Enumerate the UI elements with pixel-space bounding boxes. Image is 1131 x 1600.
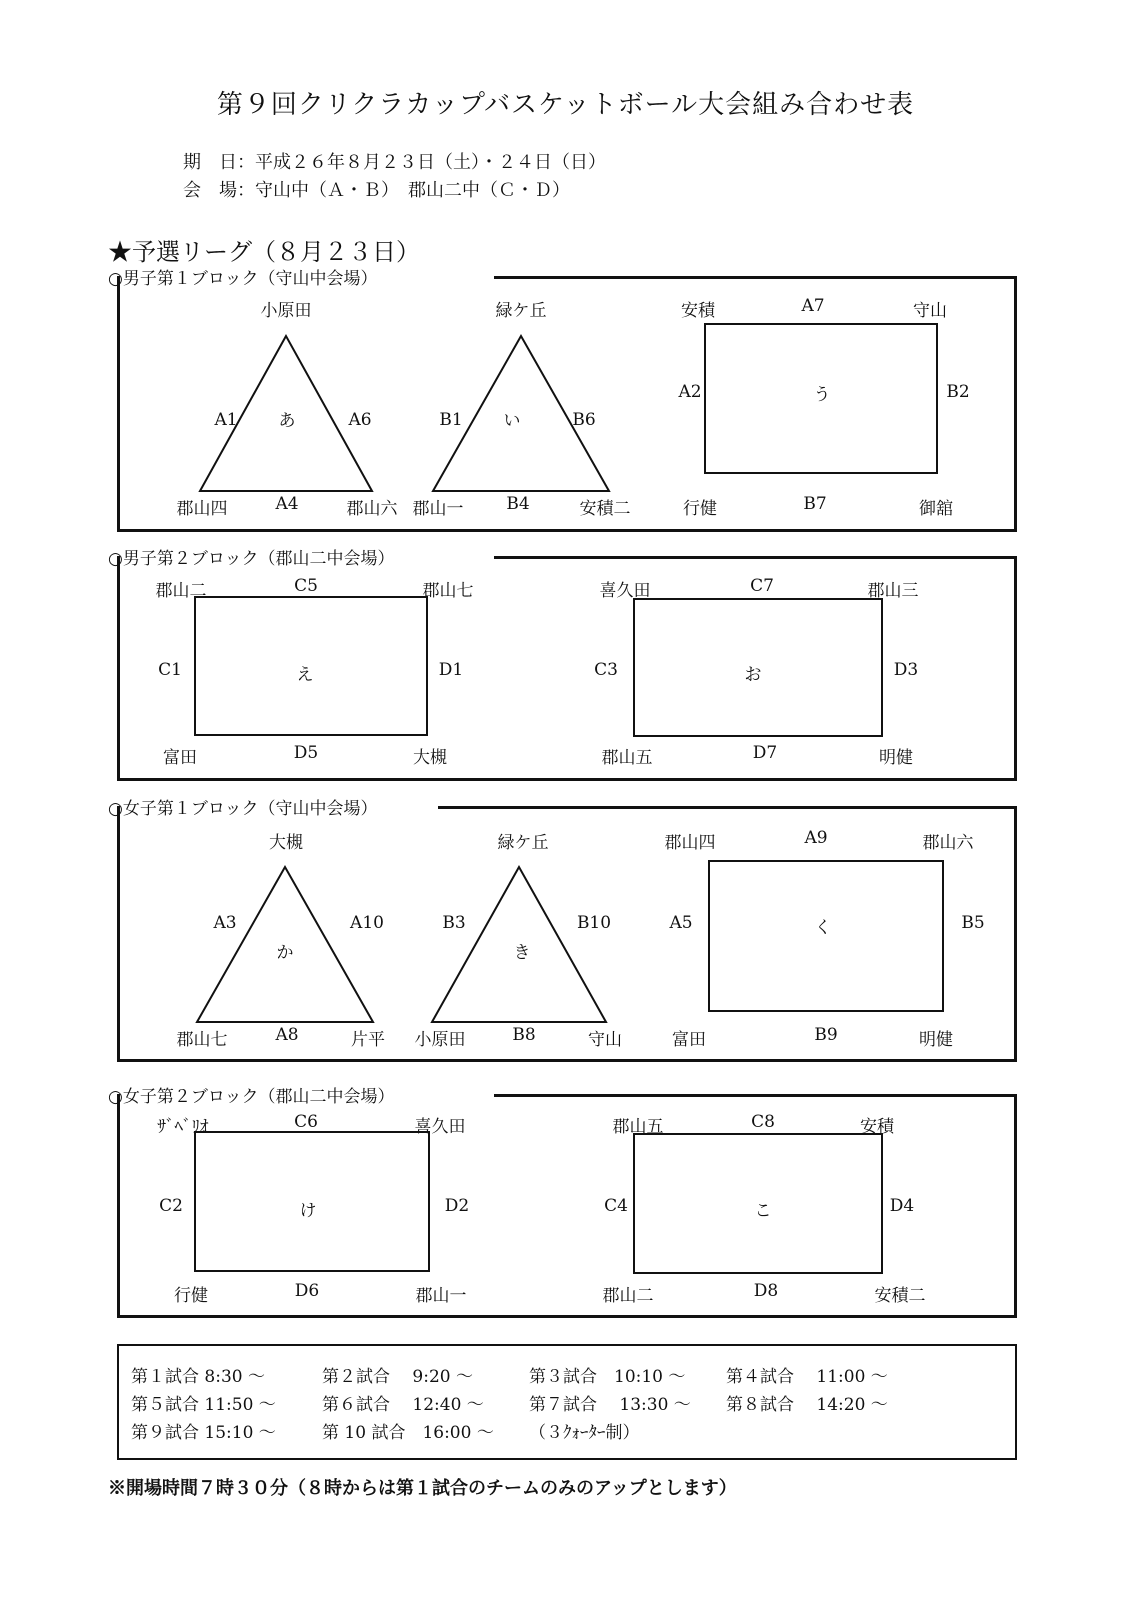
- team-label: 郡山六: [346, 499, 398, 519]
- match-code: D6: [294, 1281, 320, 1301]
- schedule-game-5: 第５試合 11:50 ～: [131, 1395, 276, 1415]
- match-code: B3: [442, 913, 466, 933]
- team-label: 行健: [683, 499, 717, 519]
- schedule-box: [117, 1344, 1017, 1460]
- team-label: 郡山七: [422, 581, 474, 601]
- match-code: D4: [889, 1196, 915, 1216]
- team-label: 郡山二: [602, 1286, 654, 1306]
- team-label: 郡山一: [415, 1286, 467, 1306]
- team-label: 郡山七: [176, 1030, 228, 1050]
- match-code: C2: [159, 1196, 183, 1216]
- team-label: 喜久田: [599, 581, 651, 601]
- match-code: D3: [893, 660, 919, 680]
- match-code: D2: [444, 1196, 470, 1216]
- team-label: 郡山五: [601, 748, 653, 768]
- match-code: D5: [293, 743, 319, 763]
- team-label: 小原田: [414, 1030, 466, 1050]
- team-label: 明健: [919, 1030, 953, 1050]
- team-label: 郡山一: [412, 499, 464, 519]
- league-label: あ: [278, 411, 296, 431]
- league-label: こ: [754, 1201, 772, 1221]
- league-label: え: [296, 665, 314, 685]
- team-label: 行健: [174, 1286, 208, 1306]
- match-code: A8: [275, 1025, 299, 1045]
- team-label: 御舘: [919, 499, 953, 519]
- venue-line: 会 場：守山中（Ａ・Ｂ） 郡山二中（Ｃ・Ｄ）: [183, 180, 570, 201]
- match-code: A10: [350, 913, 384, 933]
- team-label: 安積: [681, 301, 715, 321]
- team-label: ｻﾞﾍﾞﾘｵ: [157, 1117, 209, 1137]
- schedule-game-6: 第６試合 12:40 ～: [322, 1395, 484, 1415]
- schedule-game-10: 第 10 試合 16:00 ～: [322, 1423, 494, 1443]
- boys-block1-heading: ○男子第１ブロック（守山中会場）: [108, 269, 378, 289]
- match-code: C6: [294, 1112, 318, 1132]
- team-label: 郡山六: [922, 833, 974, 853]
- page-title: 第９回クリクラカップバスケットボール大会組み合わせ表: [216, 90, 915, 120]
- match-code: A6: [348, 410, 372, 430]
- match-code: C8: [751, 1112, 775, 1132]
- team-label: 郡山二: [155, 581, 207, 601]
- match-code: A5: [669, 913, 693, 933]
- team-label: 緑ケ丘: [497, 833, 549, 853]
- section-title: ★予選リーグ（８月２３日）: [108, 238, 420, 266]
- schedule-game-2: 第２試合 9:20 ～: [322, 1367, 473, 1387]
- match-code: D7: [752, 743, 778, 763]
- league-label: い: [503, 411, 521, 431]
- team-label: 富田: [163, 748, 197, 768]
- boys-block2-heading: ○男子第２ブロック（郡山二中会場）: [108, 549, 395, 569]
- team-label: 郡山五: [612, 1117, 664, 1137]
- league-label: お: [744, 665, 762, 685]
- girls-block2-heading: ○女子第２ブロック（郡山二中会場）: [108, 1087, 395, 1107]
- team-label: 明健: [879, 748, 913, 768]
- schedule-format: （３ｸｫｰﾀｰ制）: [529, 1423, 640, 1443]
- match-code: C3: [594, 660, 618, 680]
- match-code: A2: [678, 382, 702, 402]
- league-label: け: [299, 1201, 317, 1221]
- match-code: A3: [213, 913, 237, 933]
- match-code: B5: [961, 913, 985, 933]
- team-label: 郡山四: [664, 833, 716, 853]
- match-code: B1: [439, 410, 463, 430]
- match-code: A7: [801, 296, 825, 316]
- schedule-game-1: 第１試合 8:30 ～: [131, 1367, 265, 1387]
- team-label: 安積二: [579, 499, 631, 519]
- opening-time-note: ※開場時間７時３０分（８時からは第１試合のチームのみのアップとします）: [108, 1478, 737, 1499]
- team-label: 緑ケ丘: [495, 301, 547, 321]
- match-code: A4: [275, 494, 299, 514]
- league-label: か: [276, 943, 294, 963]
- team-label: 守山: [913, 301, 947, 321]
- team-label: 守山: [588, 1030, 622, 1050]
- team-label: 富田: [672, 1030, 706, 1050]
- team-label: 喜久田: [414, 1117, 466, 1137]
- match-code: D1: [438, 660, 464, 680]
- team-label: 片平: [351, 1030, 385, 1050]
- team-label: 安積二: [874, 1286, 926, 1306]
- match-code: B8: [512, 1025, 536, 1045]
- schedule-game-7: 第７試合 13:30 ～: [529, 1395, 691, 1415]
- date-line: 期 日：平成２６年８月２３日（土）・２４日（日）: [183, 152, 606, 173]
- team-label: 郡山四: [176, 499, 228, 519]
- match-code: B4: [506, 494, 530, 514]
- schedule-game-8: 第８試合 14:20 ～: [726, 1395, 888, 1415]
- match-code: A1: [214, 410, 238, 430]
- match-code: C1: [158, 660, 182, 680]
- match-code: B2: [946, 382, 970, 402]
- match-code: B10: [576, 913, 612, 933]
- girls-block1-heading: ○女子第１ブロック（守山中会場）: [108, 799, 378, 819]
- match-code: A9: [804, 828, 828, 848]
- team-label: 郡山三: [867, 581, 919, 601]
- team-label: 大槻: [413, 748, 447, 768]
- league-label: く: [814, 918, 832, 938]
- league-label: き: [513, 943, 531, 963]
- team-label: 安積: [860, 1117, 894, 1137]
- match-code: B9: [814, 1025, 838, 1045]
- schedule-game-4: 第４試合 11:00 ～: [726, 1367, 888, 1387]
- match-code: B6: [572, 410, 596, 430]
- schedule-game-9: 第９試合 15:10 ～: [131, 1423, 276, 1443]
- match-code: C4: [604, 1196, 628, 1216]
- match-code: D8: [753, 1281, 779, 1301]
- schedule-game-3: 第３試合 10:10 ～: [529, 1367, 686, 1387]
- match-code: C5: [294, 576, 318, 596]
- match-code: B7: [803, 494, 827, 514]
- team-label: 大槻: [269, 833, 303, 853]
- league-label: う: [813, 385, 831, 405]
- team-label: 小原田: [260, 301, 312, 321]
- match-code: C7: [750, 576, 774, 596]
